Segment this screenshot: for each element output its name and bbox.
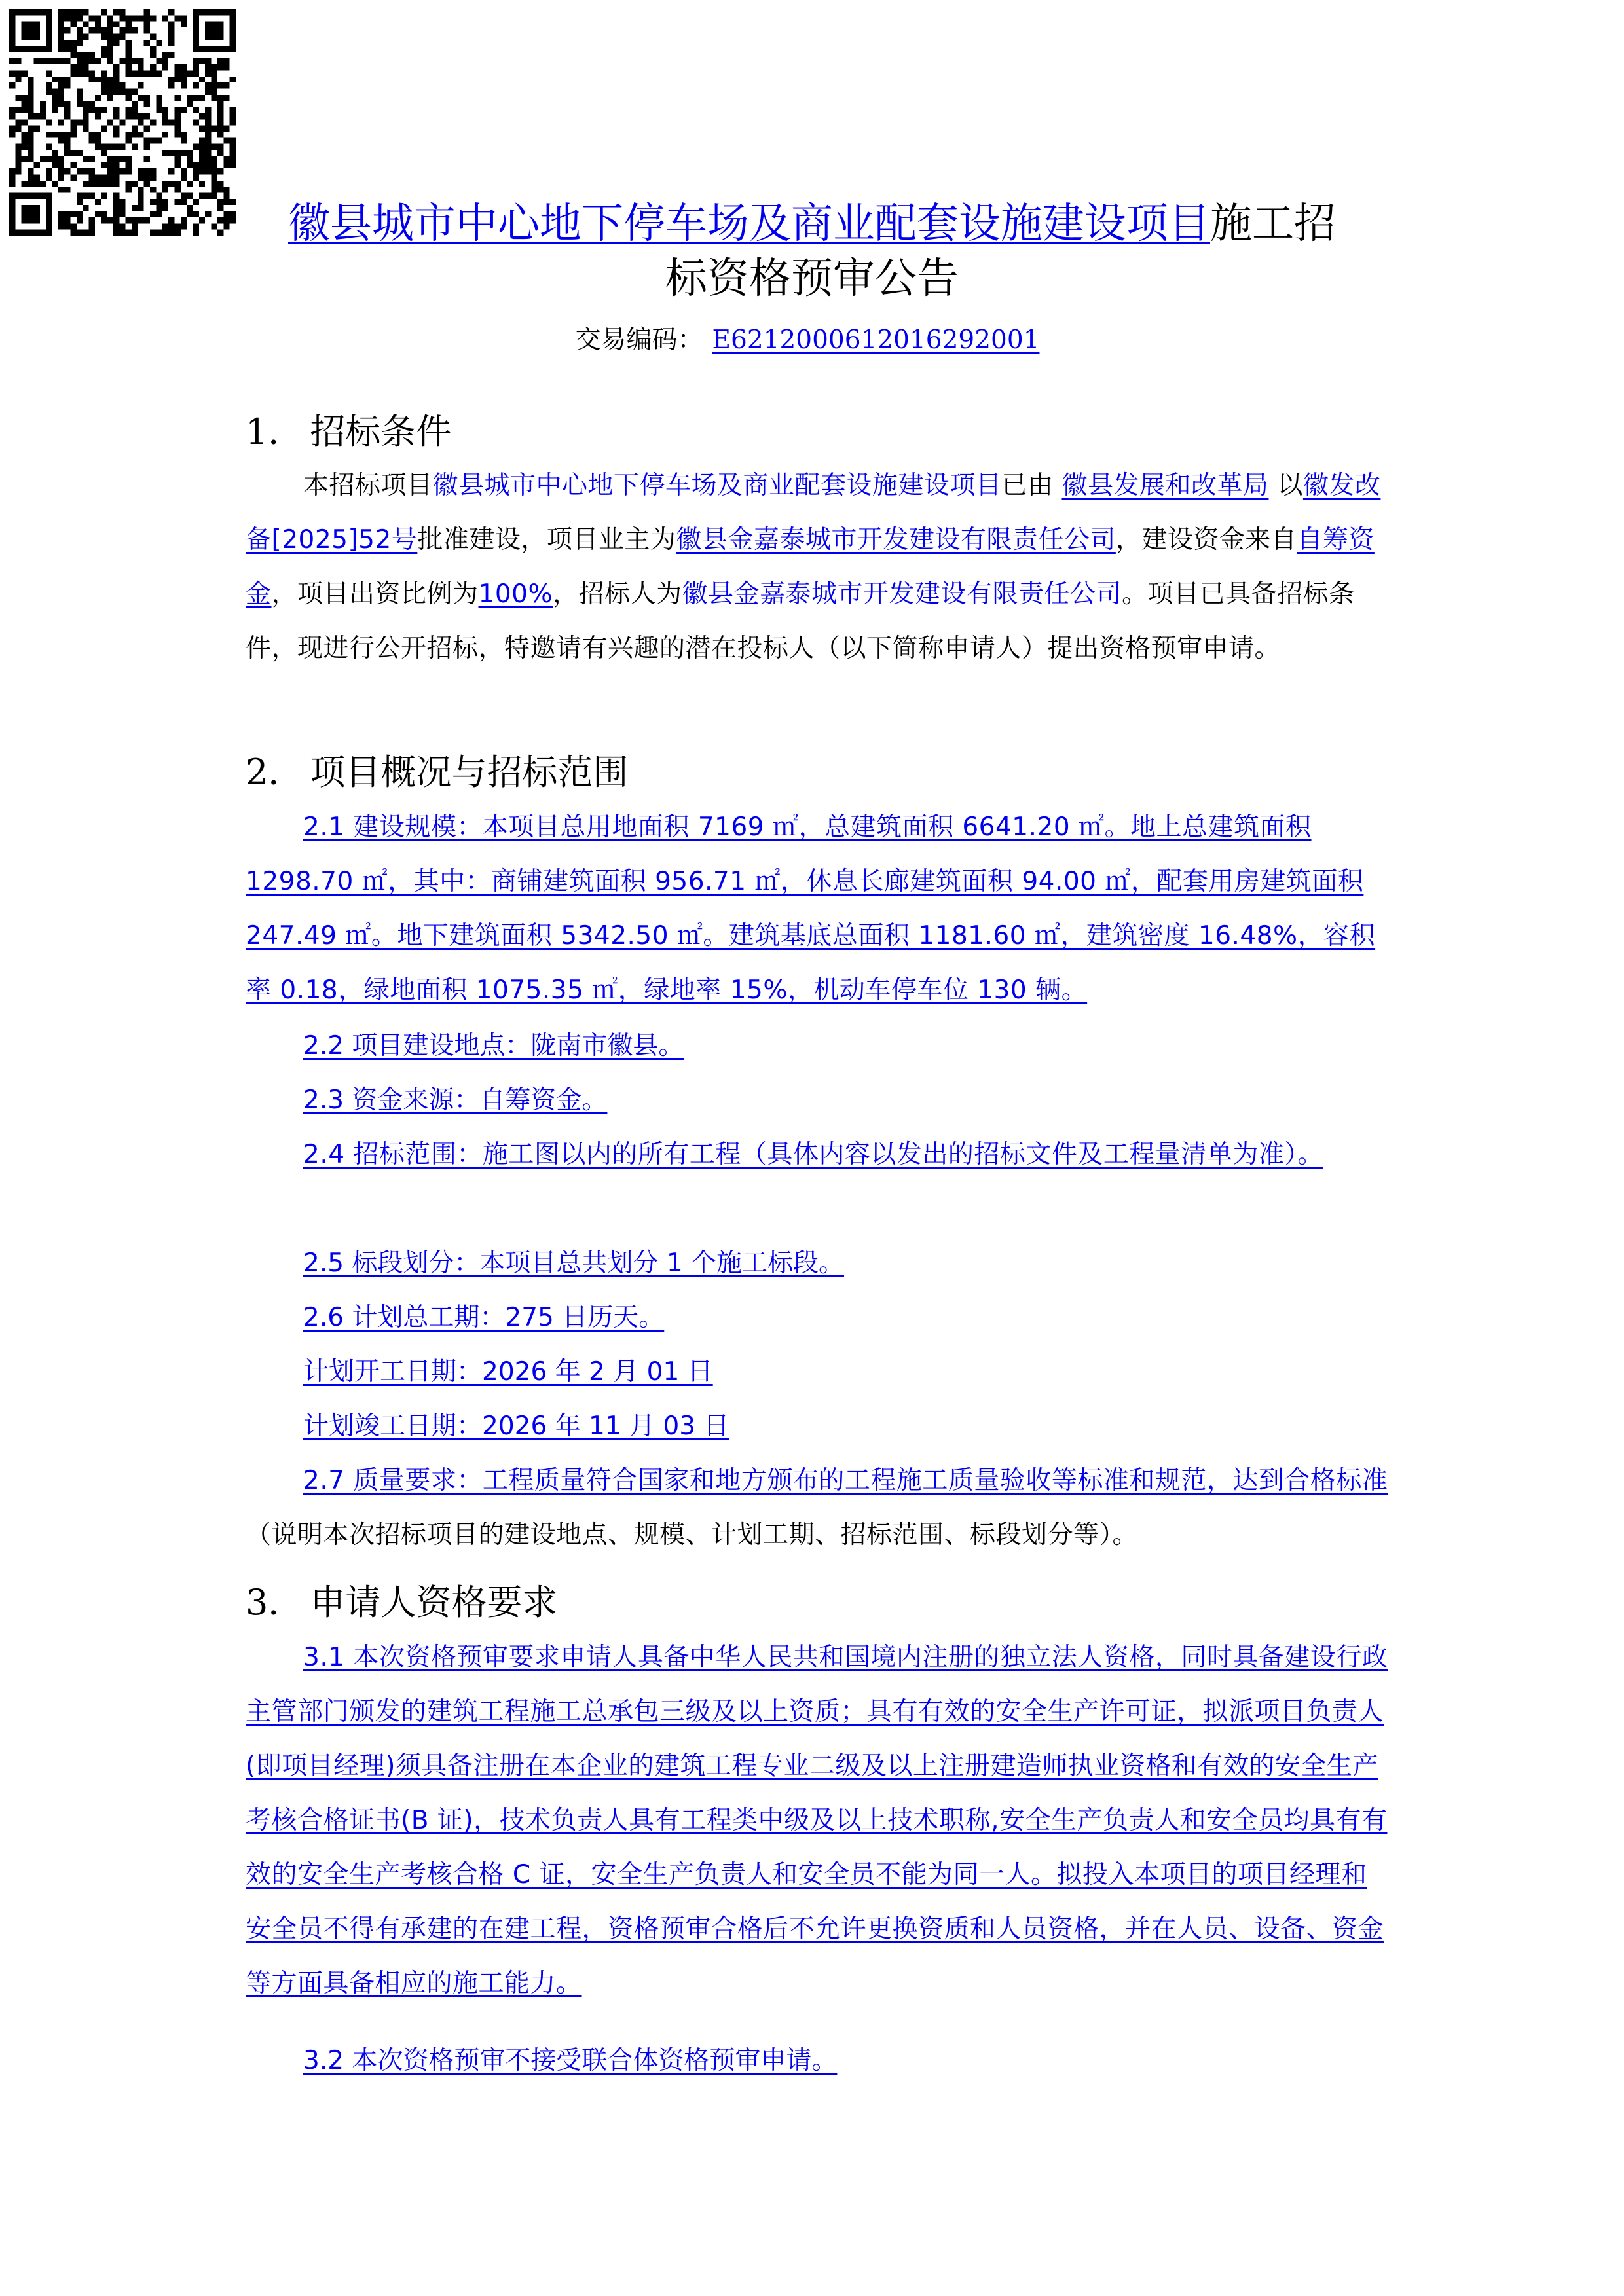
section-2-heading — [246, 746, 628, 799]
p1-text: ，项目出资比例为 — [271, 579, 479, 609]
section-1-heading — [246, 406, 451, 458]
p1-ratio: 100% — [478, 579, 553, 609]
planned-end — [303, 1407, 729, 1446]
item-2-7-text: 2.7 质量要求：工程质量符合国家和地方颁布的工程施工质量验收等标准和规范，达到合格标准 — [303, 1466, 1388, 1495]
p1-tenderer: 徽县金嘉泰城市开发建设有限责任公司 — [682, 579, 1122, 609]
title-rest: 施工招 — [1210, 200, 1336, 248]
section-3-heading — [246, 1576, 557, 1629]
section-1-number: 1． — [246, 411, 304, 452]
p1-text: 。项目已具备招标条件，现进行公开招标，特邀请有兴趣的潜在投标人（以下简称申请人）提出资格预审申请。 — [246, 579, 1355, 663]
section-2-number: 2． — [246, 752, 304, 793]
transaction-code-label: 交易编码： — [575, 325, 703, 355]
p1-text: ，招标人为 — [553, 579, 682, 609]
item-3-1-text: 3.1 本次资格预审要求申请人具备中华人民共和国境内注册的独立法人资格，同时具备建设行政主管部门颁发的建筑工程施工总承包三级及以上资质；具有有效的安全生产许可证，拟派项目负责人(即项目经理)须具备注册在本企业的建筑工程专业二级及以上注册建造师执业资格和有效的安全生产考核合格证书(B 证)，技术负责人具有工程类中级及以上技术职称,安全生产负责人和安全员均具有有效的安全生产考核合格 C 证，安全生产负责人和安全员不能为同一人。拟投入本项目的项目经理和安全员不得有承建的在建工程，资格预审合格后不允许更换资质和人员资格，并在人员、设备、资金等方面具备相应的施工能力。 — [246, 1643, 1388, 1998]
transaction-code-value[interactable]: E6212000612016292001 — [712, 325, 1040, 355]
p1-approver: 徽县发展和改革局 — [1061, 471, 1269, 500]
item-2-1-text: 2.1 建设规模：本项目总用地面积 7169 ㎡，总建筑面积 6641.20 ㎡。地上总建筑面积 1298.70 ㎡，其中：商铺建筑面积 956.71 ㎡，休息长廊建筑面积 94.00 ㎡，配套用房建筑面积 247.49 ㎡。地下建筑面积 5342.50 ㎡。建筑基底总面积 1181.60 ㎡，建筑密度 16.48%，容积率 0.18，绿地面积 1075.35 ㎡，绿地率 15%，机动车停车位 130 辆。 — [246, 812, 1376, 1005]
section-1-title: 招标条件 — [310, 411, 452, 452]
planned-start — [303, 1353, 713, 1392]
item-2-5-text: 2.5 标段划分：本项目总共划分 1 个施工标段。 — [303, 1248, 845, 1278]
p1-text: 本招标项目 — [303, 471, 433, 500]
section-1-paragraph — [246, 458, 1392, 676]
item-2-3-text: 2.3 资金来源：自筹资金。 — [303, 1085, 608, 1115]
planned-end-text: 计划竣工日期：2026 年 11 月 03 日 — [303, 1412, 729, 1441]
p1-owner: 徽县金嘉泰城市开发建设有限责任公司 — [676, 525, 1116, 555]
item-2-6 — [303, 1298, 664, 1338]
section-3-number: 3． — [246, 1582, 304, 1623]
item-2-7-note: （说明本次招标项目的建设地点、规模、计划工期、招标范围、标段划分等）。 — [246, 1520, 1139, 1550]
p1-approval-no: 徽发改备[2025]52号 — [246, 471, 1381, 555]
p1-funds: 自筹资金 — [246, 525, 1375, 609]
page-title — [0, 198, 1624, 250]
item-2-5 — [303, 1244, 844, 1283]
item-3-2 — [303, 2041, 837, 2081]
item-3-2-text: 3.2 本次资格预审不接受联合体资格预审申请。 — [303, 2046, 838, 2075]
item-2-2 — [303, 1027, 684, 1066]
item-2-7 — [246, 1453, 1392, 1562]
planned-start-text: 计划开工日期：2026 年 2 月 01 日 — [303, 1357, 713, 1387]
item-2-1 — [246, 800, 1392, 1017]
page-title-line2: 标资格预审公告 — [665, 255, 959, 303]
p1-text: ，建设资金来自 — [1115, 525, 1297, 555]
item-2-3 — [303, 1081, 607, 1120]
item-2-4 — [246, 1127, 1392, 1182]
section-2-title: 项目概况与招标范围 — [310, 752, 629, 793]
item-3-1 — [246, 1630, 1392, 2011]
item-2-4-text: 2.4 招标范围：施工图以内的所有工程（具体内容以发出的招标文件及工程量清单为准）。 — [303, 1140, 1323, 1169]
p1-text: 以 — [1277, 471, 1303, 500]
item-2-2-text: 2.2 项目建设地点：陇南市徽县。 — [303, 1031, 684, 1061]
project-title-link[interactable]: 徽县城市中心地下停车场及商业配套设施建设项目 — [288, 200, 1210, 248]
transaction-code — [0, 321, 1624, 360]
section-3-title: 申请人资格要求 — [310, 1582, 558, 1623]
p1-project-name: 徽县城市中心地下停车场及商业配套设施建设项目 — [432, 471, 1002, 500]
p1-text: 批准建设，项目业主为 — [417, 525, 676, 555]
p1-text: 已由 — [1001, 471, 1054, 500]
item-2-6-text: 2.6 计划总工期：275 日历天。 — [303, 1303, 665, 1332]
